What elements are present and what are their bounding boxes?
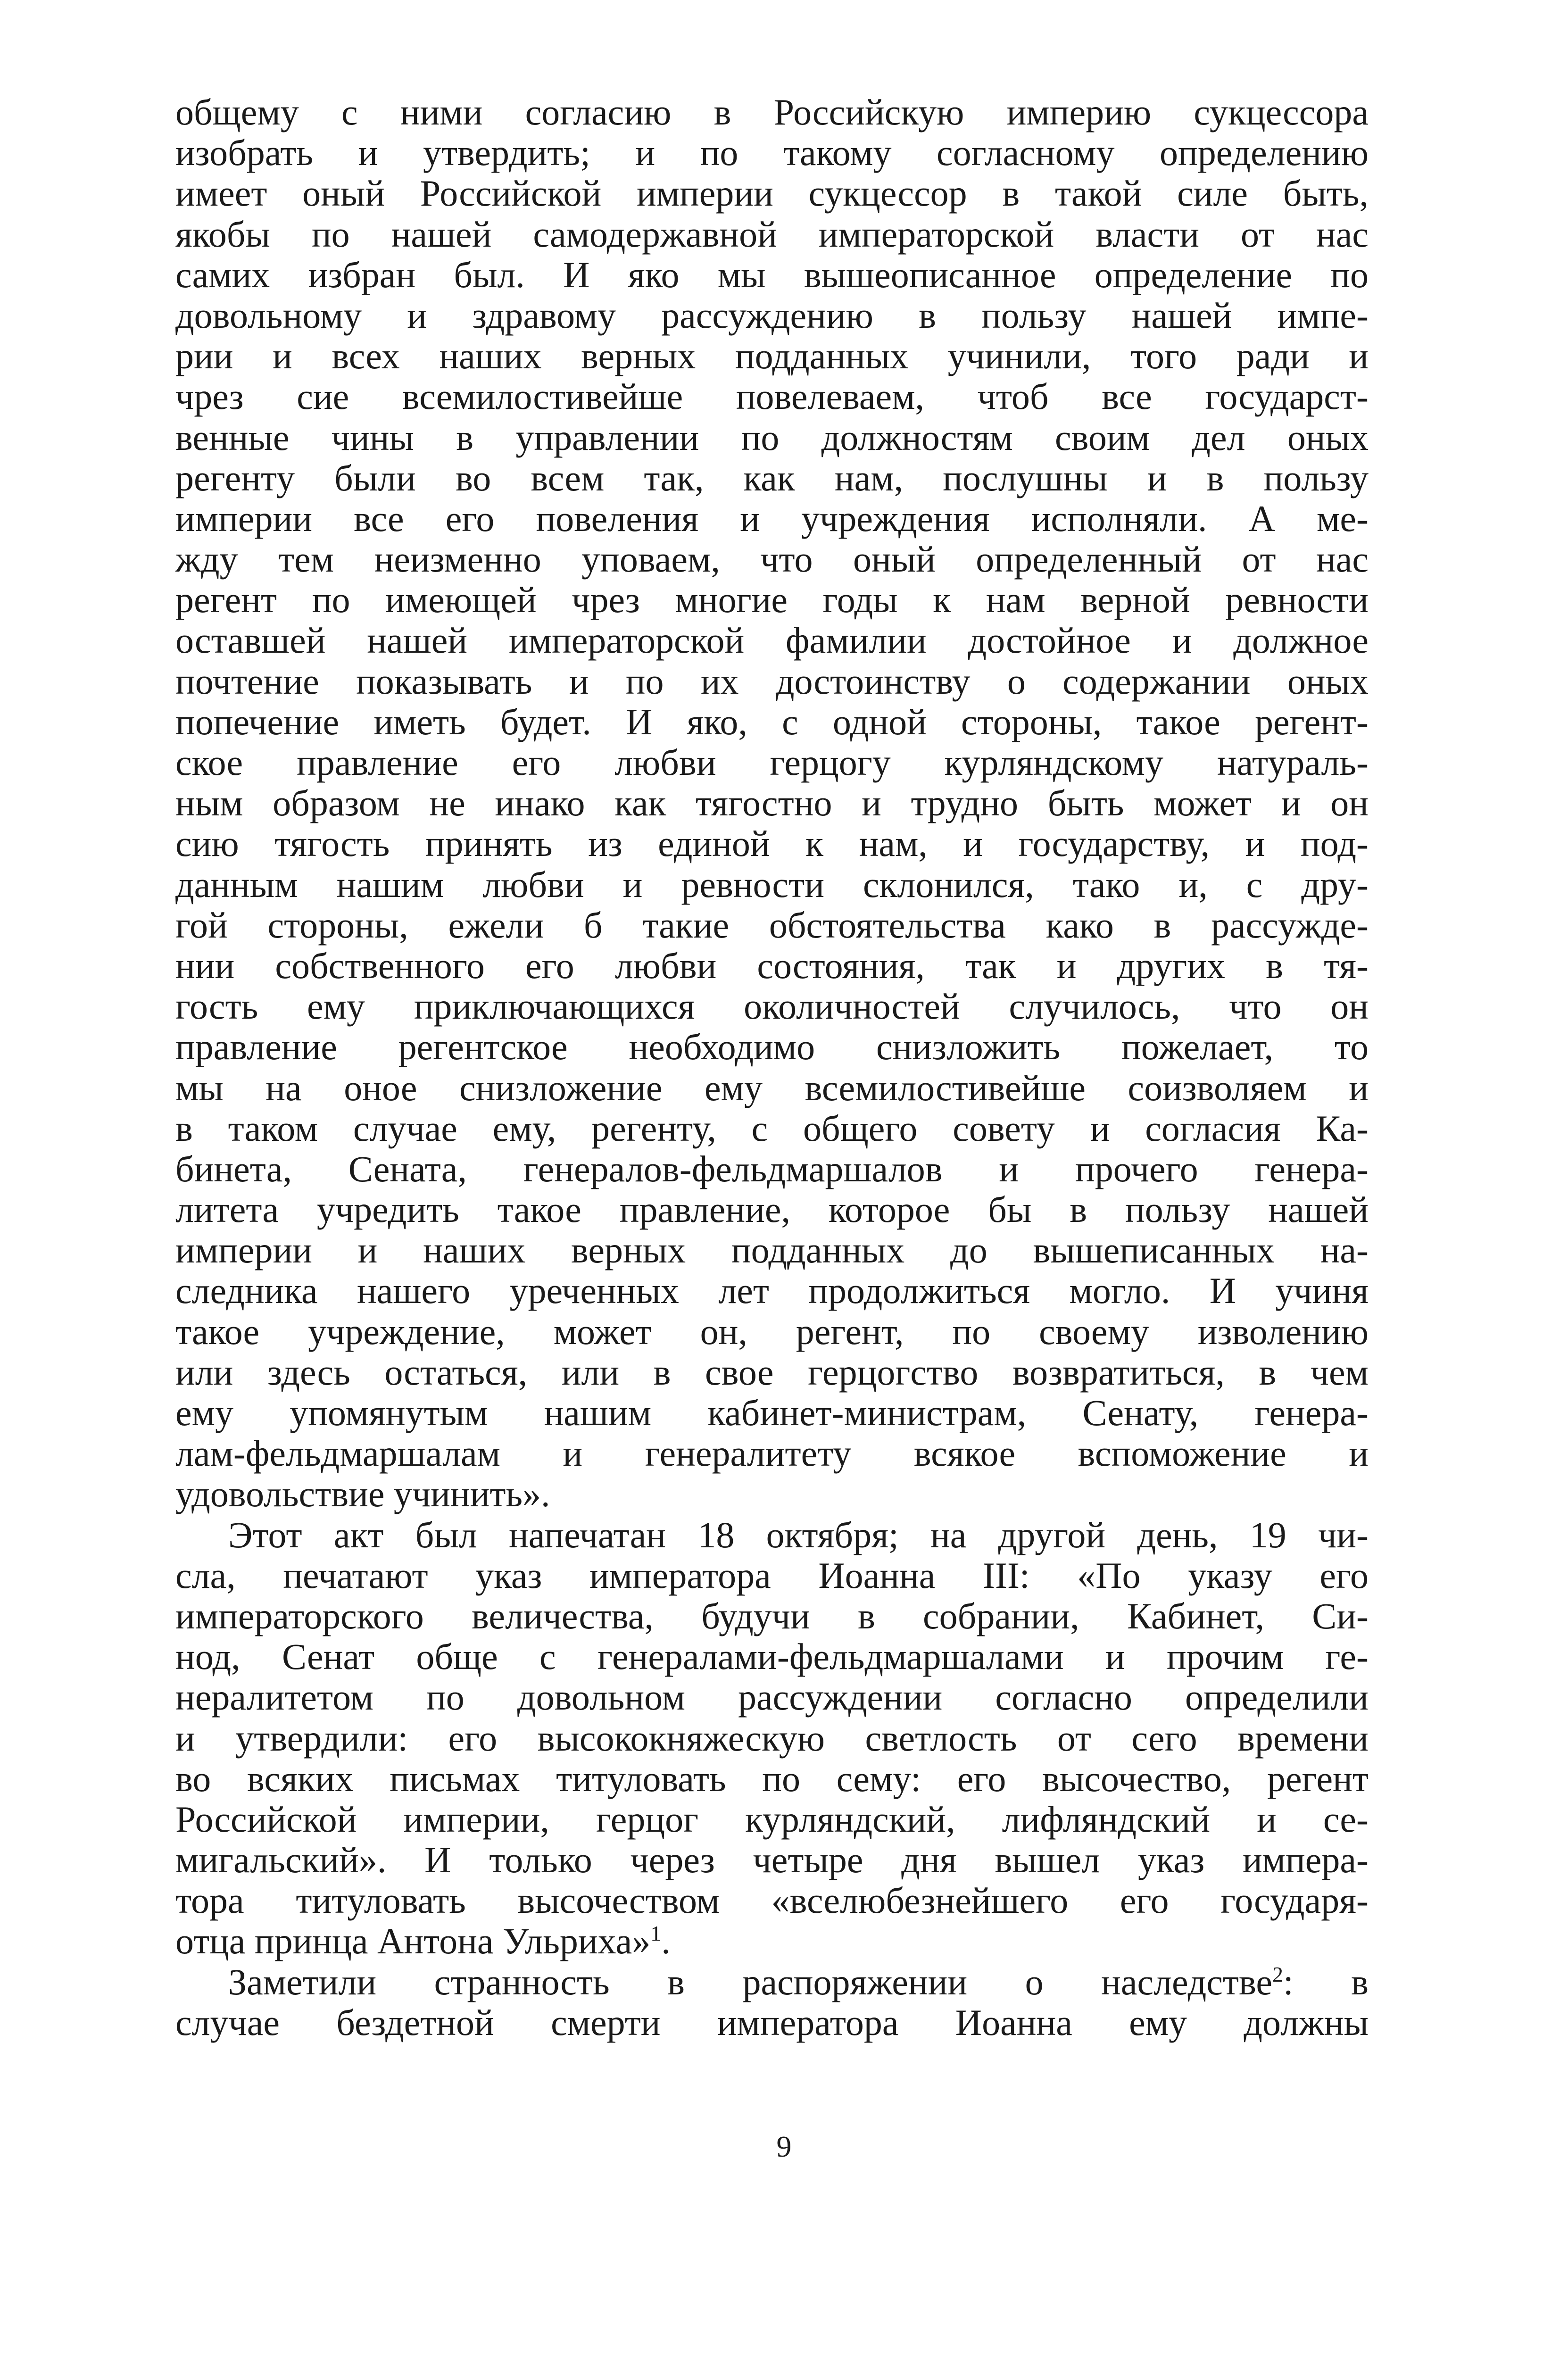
text-line: [175, 1921, 1369, 1961]
text-line: гость ему приключающихся околичностей случилось, что он: [175, 986, 1369, 1027]
text-line: Российской империи, герцог курляндский, лифляндский и се-: [175, 1798, 1369, 1840]
text-line: ему упомянутым нашим кабинет-министрам, Сенату, генера-: [175, 1392, 1369, 1433]
text-line: попечение иметь будет. И яко, с одной стороны, такое регент-: [175, 701, 1369, 742]
text-line: [175, 1962, 1369, 2002]
text-line: мигальский». И только через четыре дня вышел указ импера-: [175, 1839, 1369, 1881]
text-line: нод, Сенат обще с генералами-фельдмаршалами и прочим ге-: [175, 1636, 1369, 1677]
text-line: императорского величества, будучи в собрании, Кабинет, Си-: [175, 1595, 1369, 1636]
text-line: и утвердили: его высококняжескую светлость от сего времени: [175, 1717, 1369, 1759]
footnote-marker: 2: [1272, 1962, 1283, 1986]
text-line: ным образом не инако как тягостно и трудно быть может и он: [175, 782, 1369, 824]
line-tail: .: [661, 1920, 671, 1962]
text-line: случае бездетной смерти императора Иоанна ему должны: [175, 2001, 1369, 2043]
text-line: якобы по нашей самодержавной императорской власти от нас: [175, 213, 1369, 255]
text-line: нии собственного его любви состояния, так и других в тя-: [175, 945, 1369, 986]
text-line: рии и всех наших верных подданных учинили, того ради и: [175, 335, 1369, 377]
text-line: почтение показывать и по их достоинству о содержании оных: [175, 660, 1369, 702]
text-line: Этот акт был напечатан 18 октября; на другой день, 19 чи-: [228, 1514, 1369, 1555]
line-text: отца принца Антона Ульриха»: [175, 1920, 651, 1962]
text-line: регенту были во всем так, как нам, послушны и в пользу: [175, 457, 1369, 498]
paragraph-1: [175, 92, 1369, 1515]
line-text: Заметили странность в распоряжении о наследстве: [228, 1961, 1272, 2002]
text-line: сию тягость принять из единой к нам, и государству, и под-: [175, 823, 1369, 864]
text-line: лам-фельдмаршалам и генералитету всякое вспоможение и: [175, 1433, 1369, 1474]
text-line: такое учреждение, может он, регент, по своему изволению: [175, 1311, 1369, 1352]
text-line: довольному и здравому рассуждению в пользу нашей импе-: [175, 294, 1369, 336]
line-tail: : в: [1283, 1961, 1369, 2002]
text-line: оставшей нашей императорской фамилии достойное и должное: [175, 620, 1369, 661]
footnote-marker: 1: [650, 1921, 662, 1946]
text-line: правление регентское необходимо снизложить пожелает, то: [175, 1026, 1369, 1068]
text-line: чрез сие всемилостивейше повелеваем, чтоб все государст-: [175, 376, 1369, 417]
text-line: ское правление его любви герцогу курляндскому натураль-: [175, 742, 1369, 783]
text-line: бинета, Сената, генералов-фельдмаршалов и прочего генера-: [175, 1148, 1369, 1189]
text-line: или здесь остаться, или в свое герцогство возвратиться, в чем: [175, 1351, 1369, 1393]
text-line: общему с ними согласию в Российскую империю сукцессора: [175, 91, 1369, 133]
text-line: жду тем неизменно уповаем, что оный определенный от нас: [175, 539, 1369, 580]
paragraph-3: [175, 1962, 1369, 2043]
text-line: мы на оное снизложение ему всемилостивейше соизволяем и: [175, 1067, 1369, 1108]
text-line: самих избран был. И яко мы вышеописанное определение по: [175, 254, 1369, 295]
text-line: империи и наших верных подданных до вышеписанных на-: [175, 1229, 1369, 1271]
document-page: [175, 92, 1369, 2043]
text-line: венные чины в управлении по должностям своим дел оных: [175, 416, 1369, 458]
text-line: удовольствие учинить».: [175, 1473, 550, 1515]
text-line: регент по имеющей чрез многие годы к нам верной ревности: [175, 579, 1369, 621]
text-line: империи все его повеления и учреждения исполняли. А ме-: [175, 498, 1369, 539]
text-line: гой стороны, ежели б такие обстоятельства како в рассужде-: [175, 904, 1369, 946]
text-line: сла, печатают указ императора Иоанна III: «По указу его: [175, 1554, 1369, 1596]
text-line: во всяких письмах титуловать по сему: его высочество, регент: [175, 1758, 1369, 1799]
paragraph-2: [175, 1515, 1369, 1962]
text-line: литета учредить такое правление, которое бы в пользу нашей: [175, 1189, 1369, 1230]
text-line: данным нашим любви и ревности склонился, тако и, с дру-: [175, 863, 1369, 905]
text-line: тора титуловать высочеством «вселюбезнейшего его государя-: [175, 1880, 1369, 1921]
text-line: в таком случае ему, регенту, с общего совету и согласия Ка-: [175, 1107, 1369, 1149]
text-line: следника нашего уреченных лет продолжиться могло. И учиня: [175, 1270, 1369, 1312]
text-line: изобрать и утвердить; и по такому согласному определению: [175, 132, 1369, 174]
text-line: имеет оный Российской империи сукцессор в такой силе быть,: [175, 173, 1369, 214]
text-line: нералитетом по довольном рассуждении согласно определили: [175, 1677, 1369, 1718]
page-number: 9: [776, 2130, 792, 2163]
